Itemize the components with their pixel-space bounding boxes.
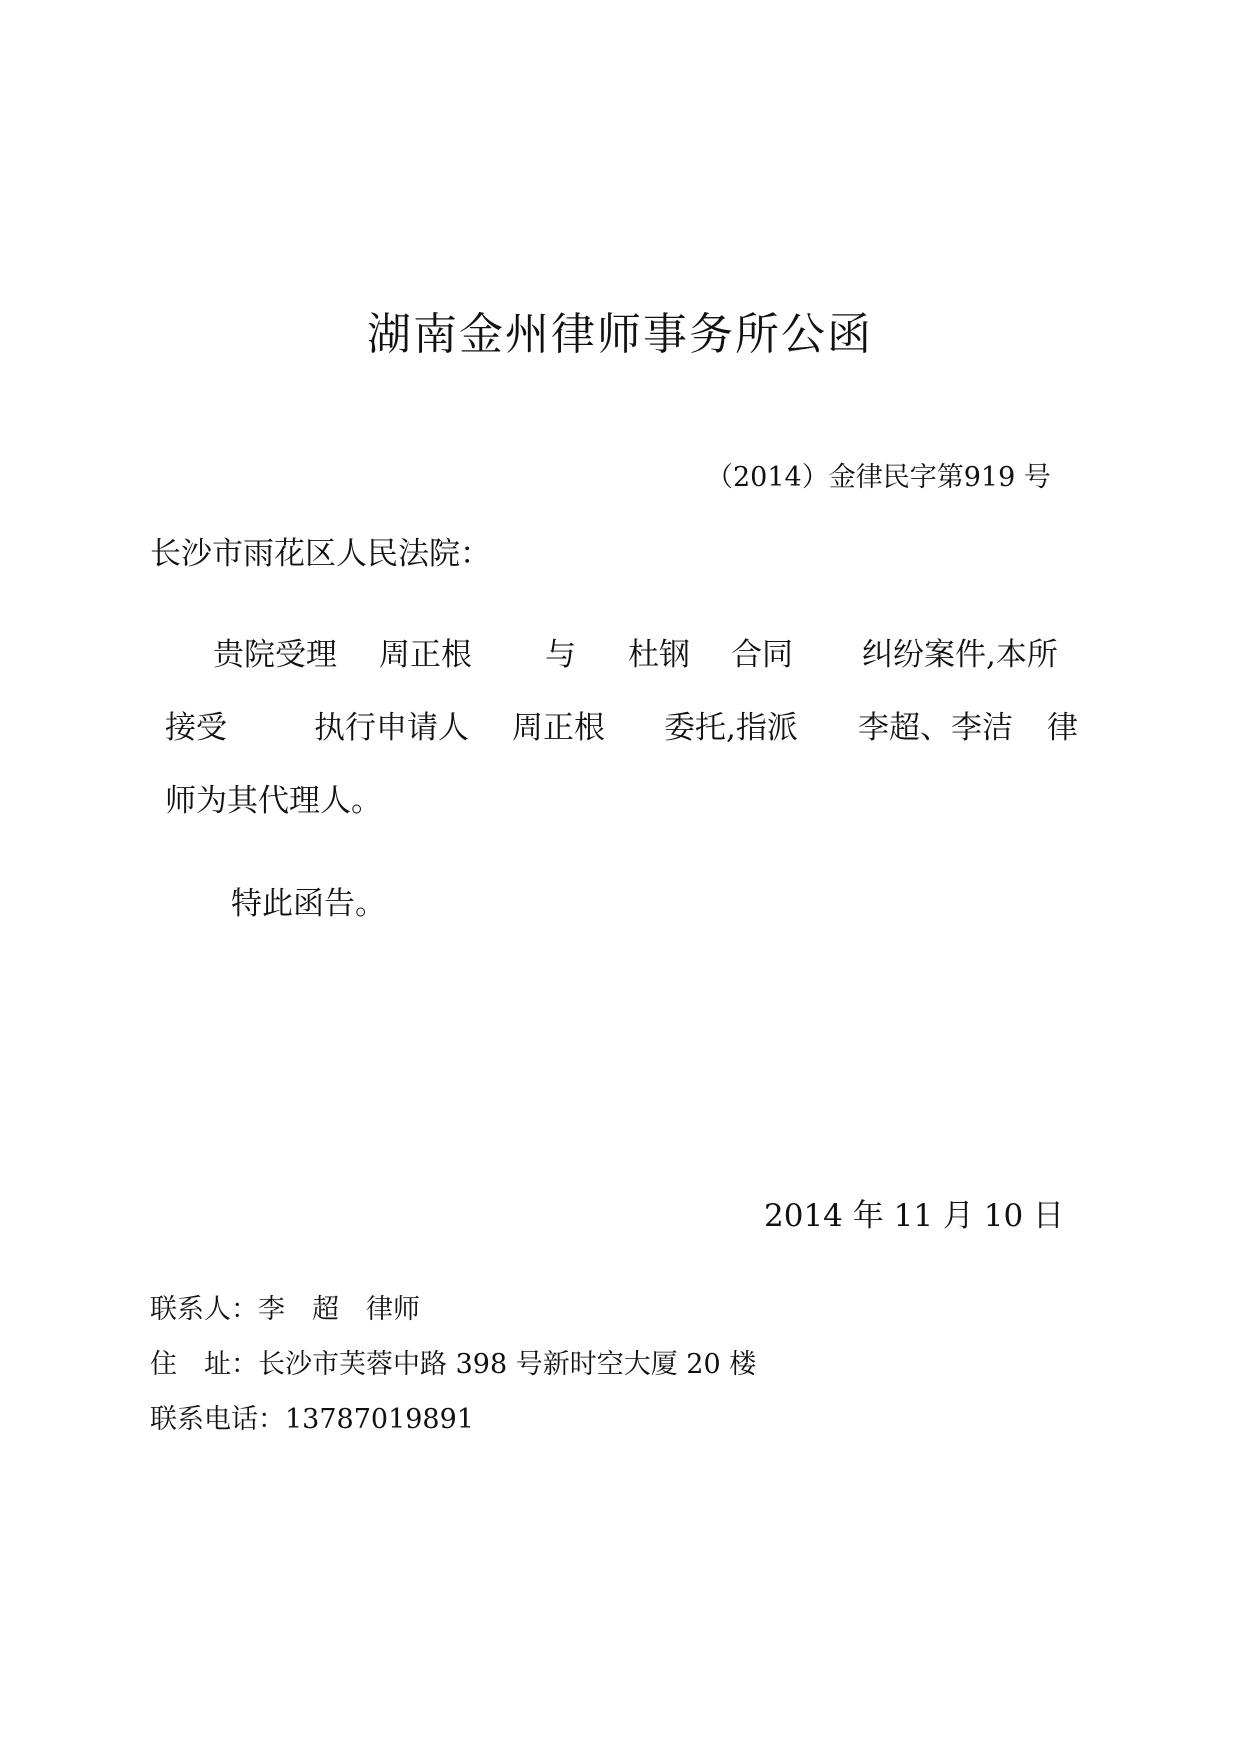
contact-address — [150, 1342, 756, 1381]
closing-phrase: 特此函告。 — [231, 886, 386, 922]
letter-date: 2014 年 11 月 10 日 — [764, 1198, 1065, 1234]
lawyer-names: 李超、李洁 — [858, 710, 1013, 746]
party-name: 周正根 — [512, 710, 605, 746]
letter-title: 湖南金州律师事务所公函 — [367, 309, 873, 360]
contact-person-value: 李 超 律师 — [258, 1294, 420, 1325]
contact-phone — [150, 1397, 474, 1436]
body-text: 律 — [1047, 710, 1078, 746]
body-text: 师为其代理人。 — [165, 783, 382, 819]
body-text: 委托,指派 — [664, 710, 798, 746]
contact-address-value: 长沙市芙蓉中路 398 号新时空大厦 20 楼 — [258, 1349, 757, 1380]
contact-phone-value: 13787019891 — [285, 1404, 474, 1435]
body-text: 接受 — [165, 710, 227, 746]
party-name: 杜钢 — [628, 637, 690, 673]
recipient: 长沙市雨花区人民法院： — [150, 536, 491, 572]
contact-person — [150, 1287, 420, 1326]
party-name: 周正根 — [379, 637, 472, 673]
contact-phone-label: 联系电话： — [150, 1404, 285, 1435]
body-text: 纠纷案件,本所 — [862, 637, 1058, 673]
body-text: 贵院受理 — [213, 637, 337, 673]
case-type: 合同 — [731, 637, 793, 673]
contact-person-label: 联系人： — [150, 1294, 258, 1325]
client-role: 执行申请人 — [314, 710, 469, 746]
contact-address-label: 住 址： — [150, 1349, 258, 1380]
reference-number: （2014）金律民字第919 号 — [706, 462, 1051, 493]
body-text: 与 — [545, 637, 576, 673]
